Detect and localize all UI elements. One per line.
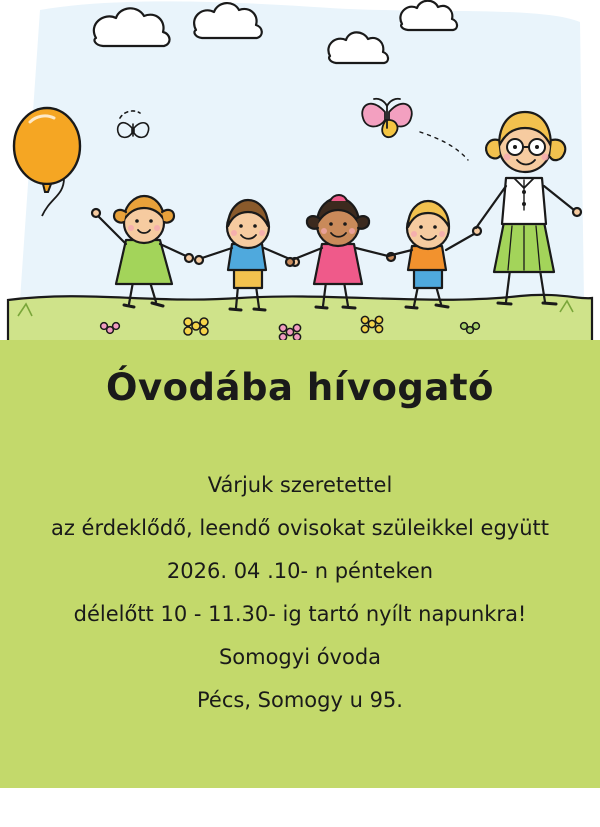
body-line: 2026. 04 .10- n pénteken	[166, 559, 434, 583]
body-line: délelőtt 10 - 11.30- ig tartó nyílt napunkra!	[73, 602, 527, 626]
body-line: az érdeklődő, leendő ovisokat szüleikkel együtt	[50, 516, 549, 540]
body-line: Várjuk szeretettel	[207, 473, 393, 497]
bottom-margin	[0, 788, 600, 827]
body-line: Somogyi óvoda	[218, 645, 382, 669]
text-panel	[0, 340, 600, 788]
body-line: Pécs, Somogy u 95.	[197, 688, 403, 712]
poster-body	[0, 475, 600, 711]
illustration	[0, 0, 600, 348]
page-title: Óvodába hívogató	[106, 366, 494, 409]
cloud-icon	[400, 1, 457, 30]
